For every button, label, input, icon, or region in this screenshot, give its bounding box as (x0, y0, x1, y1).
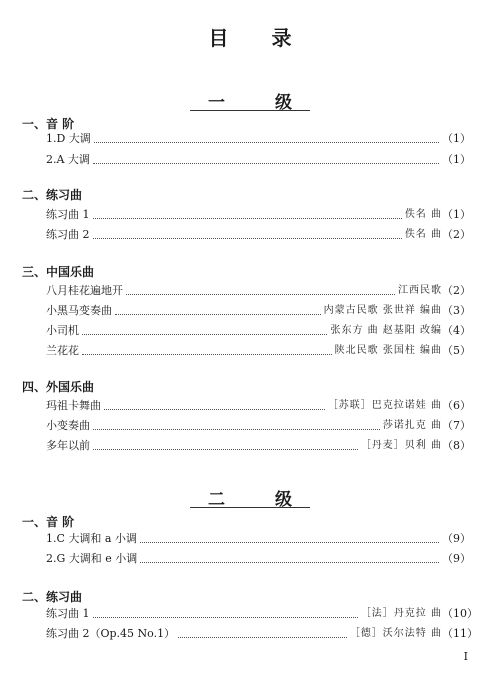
entry-page: （11） (442, 627, 478, 640)
toc-entry[interactable] (46, 625, 478, 641)
entry-meta: 佚名 曲 (404, 209, 442, 220)
entry-page: （7） (442, 419, 471, 432)
entry-page: （9） (442, 552, 471, 565)
section-heading: 四、外国乐曲 (22, 380, 95, 394)
page-title: 目 录 (208, 26, 310, 50)
page-number: I (463, 650, 468, 663)
entry-title: 练习曲 2（Op.45 No.1） (46, 627, 176, 640)
toc-entry[interactable] (46, 302, 470, 318)
toc-entry[interactable] (46, 342, 470, 358)
level-rule (190, 110, 310, 111)
entry-meta: 内蒙古民歌 张世祥 编曲 (323, 305, 442, 316)
entry-page: （10） (442, 607, 478, 620)
entry-page: （6） (442, 399, 471, 412)
leader-dots (93, 617, 358, 618)
toc-entry[interactable] (46, 397, 470, 413)
level-rule (190, 507, 310, 508)
toc-entry[interactable] (46, 322, 470, 338)
entry-title: 1.C 大调和 a 小调 (46, 532, 137, 545)
entry-meta: 陕北民歌 张国柱 编曲 (334, 345, 442, 356)
entry-page: （1） (442, 153, 471, 166)
entry-page: （2） (442, 228, 471, 241)
entry-title: 兰花花 (46, 344, 79, 357)
leader-dots (82, 334, 327, 335)
leader-dots (140, 562, 439, 563)
entry-title: 练习曲 2 (46, 228, 90, 241)
toc-entry[interactable] (46, 151, 470, 167)
entry-page: （2） (442, 284, 471, 297)
entry-title: 八月桂花遍地开 (46, 284, 123, 297)
leader-dots (93, 429, 380, 430)
entry-title: 2.G 大调和 e 小调 (46, 552, 138, 565)
entry-meta: ［法］丹克拉 曲 (360, 608, 442, 619)
entry-meta: 莎诺扎克 曲 (382, 420, 442, 431)
entry-title: 2.A 大调 (46, 153, 90, 166)
toc-entry[interactable] (46, 417, 470, 433)
entry-meta: 江西民歌 (398, 285, 442, 296)
toc-entry[interactable] (46, 206, 470, 222)
section-heading: 三、中国乐曲 (22, 265, 95, 279)
entry-meta: ［德］沃尔法特 曲 (349, 628, 442, 639)
toc-entry[interactable] (46, 226, 470, 242)
leader-dots (126, 294, 395, 295)
section-heading: 一、音 阶 (22, 117, 75, 131)
section-heading: 一、音 阶 (22, 515, 75, 529)
leader-dots (140, 542, 439, 543)
toc-entry[interactable] (46, 437, 470, 453)
toc-entry[interactable] (46, 550, 470, 566)
entry-title: 练习曲 1 (46, 607, 90, 620)
level-heading-2: 二 级 (208, 490, 314, 510)
leader-dots (104, 409, 325, 410)
leader-dots (93, 218, 402, 219)
entry-page: （1） (442, 208, 471, 221)
entry-meta: 佚名 曲 (404, 229, 442, 240)
level-heading-1: 一 级 (208, 93, 314, 113)
entry-title: 小司机 (46, 324, 79, 337)
entry-page: （4） (442, 324, 471, 337)
entry-meta: ［丹麦］贝利 曲 (360, 440, 442, 451)
section-heading: 二、练习曲 (22, 188, 83, 202)
entry-page: （9） (442, 532, 471, 545)
entry-page: （8） (442, 439, 471, 452)
entry-title: 小黑马变奏曲 (46, 304, 112, 317)
toc-entry[interactable] (46, 605, 478, 621)
leader-dots (93, 449, 358, 450)
entry-page: （3） (442, 304, 471, 317)
leader-dots (94, 142, 439, 143)
toc-entry[interactable] (46, 530, 470, 546)
leader-dots (93, 163, 439, 164)
leader-dots (93, 238, 402, 239)
entry-meta: ［苏联］巴克拉诺娃 曲 (327, 400, 442, 411)
entry-title: 玛祖卡舞曲 (46, 399, 101, 412)
entry-title: 1.D 大调 (46, 132, 91, 145)
entry-meta: 张东方 曲 赵基阳 改编 (330, 325, 442, 336)
toc-entry[interactable] (46, 130, 470, 146)
entry-page: （5） (442, 344, 471, 357)
entry-title: 小变奏曲 (46, 419, 90, 432)
section-heading: 二、练习曲 (22, 590, 83, 604)
leader-dots (82, 354, 332, 355)
entry-page: （1） (442, 132, 471, 145)
toc-entry[interactable] (46, 282, 470, 298)
entry-title: 多年以前 (46, 439, 90, 452)
leader-dots (115, 314, 321, 315)
leader-dots (178, 637, 347, 638)
entry-title: 练习曲 1 (46, 208, 90, 221)
